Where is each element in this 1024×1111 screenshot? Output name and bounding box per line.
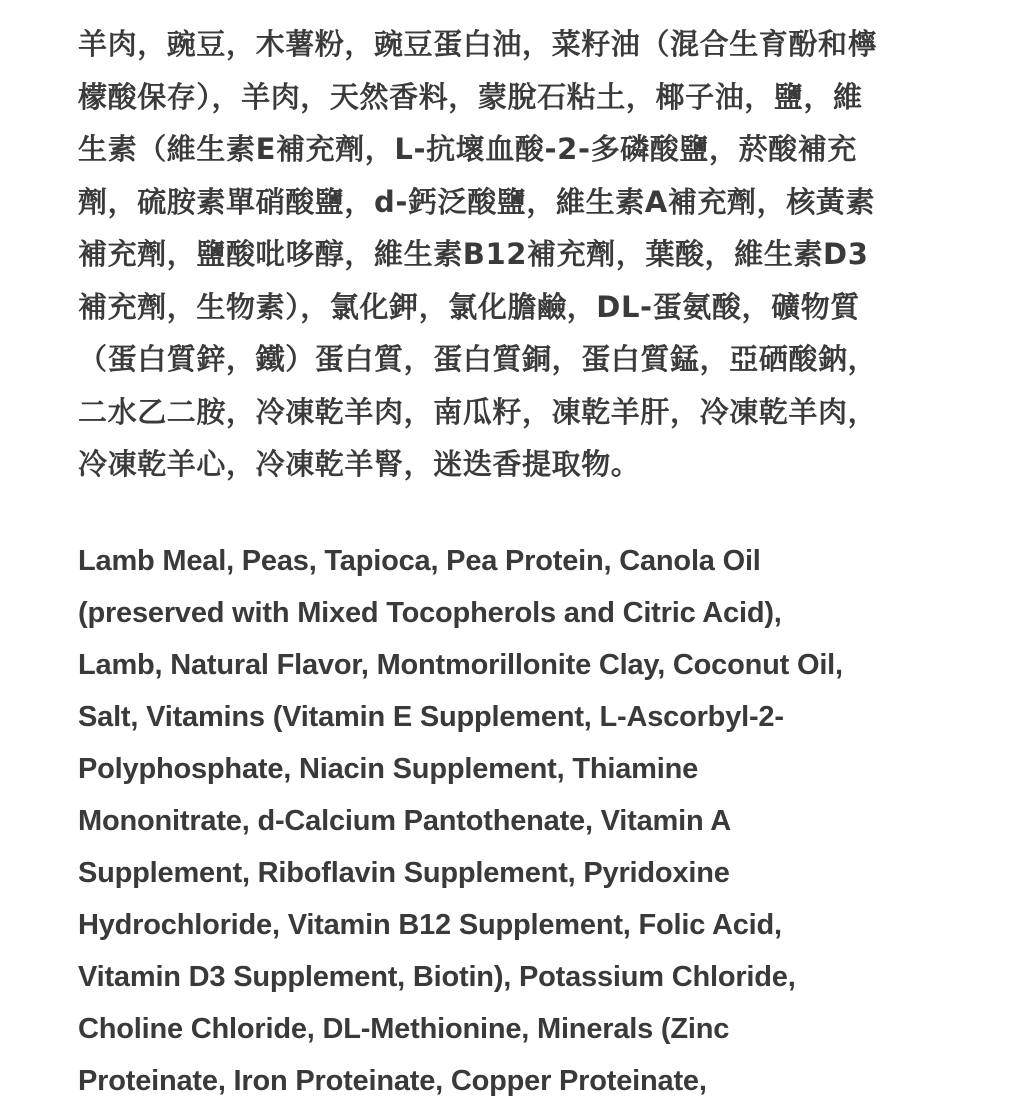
- english-ingredients-line: (preserved with Mixed Tocopherols and Citric Acid),: [78, 597, 782, 629]
- chinese-ingredients-line: 檬酸保存），羊肉，天然香料，蒙脫石粘土，椰子油，鹽，維: [78, 79, 863, 114]
- english-ingredients-line: Choline Chloride, DL-Methionine, Minerals (Zinc: [78, 1013, 730, 1045]
- chinese-ingredients-line: 冷凍乾羊心，冷凍乾羊腎，迷迭香提取物。: [78, 447, 641, 481]
- chinese-ingredients-line: 劑，硫胺素單硝酸鹽，d-鈣泛酸鹽，維生素A補充劑，核黃素: [78, 184, 876, 219]
- chinese-ingredients-line: 羊肉，豌豆，木薯粉，豌豆蛋白油，菜籽油（混合生育酚和檸: [78, 27, 878, 61]
- english-ingredients-line: Hydrochloride, Vitamin B12 Supplement, Folic Acid,: [78, 909, 782, 941]
- english-ingredients-line: Proteinate, Iron Proteinate, Copper Proteinate,: [78, 1065, 707, 1097]
- chinese-ingredients-line: 二水乙二胺，冷凍乾羊肉，南瓜籽，凍乾羊肝，冷凍乾羊肉，: [78, 394, 878, 429]
- chinese-ingredients-line: 補充劑，生物素），氯化鉀，氯化膽鹼，DL-蛋氨酸，礦物質: [78, 289, 860, 324]
- chinese-ingredients-paragraph: [78, 18, 958, 491]
- english-ingredients-paragraph: [78, 535, 978, 1107]
- english-ingredients-line: Lamb Meal, Peas, Tapioca, Pea Protein, Canola Oil: [78, 545, 761, 577]
- english-ingredients-line: Salt, Vitamins (Vitamin E Supplement, L-Ascorbyl-2-: [78, 701, 784, 733]
- chinese-ingredients-line: 生素（維生素E補充劑，L-抗壞血酸-2-多磷酸鹽，菸酸補充: [78, 132, 857, 166]
- chinese-ingredients-line: （蛋白質鋅，鐵）蛋白質，蛋白質銅，蛋白質錳，亞硒酸鈉，: [78, 342, 878, 376]
- english-ingredients-line: Mononitrate, d-Calcium Pantothenate, Vitamin A: [78, 805, 732, 837]
- english-ingredients-line: Lamb, Natural Flavor, Montmorillonite Clay, Coconut Oil,: [78, 649, 843, 681]
- english-ingredients-line: Vitamin D3 Supplement, Biotin), Potassium Chloride,: [78, 961, 796, 993]
- chinese-ingredients-line: 補充劑，鹽酸吡哆醇，維生素B12補充劑，葉酸，維生素D3: [78, 237, 869, 271]
- english-ingredients-line: Polyphosphate, Niacin Supplement, Thiamine: [78, 753, 699, 785]
- english-ingredients-line: Supplement, Riboflavin Supplement, Pyridoxine: [78, 857, 730, 889]
